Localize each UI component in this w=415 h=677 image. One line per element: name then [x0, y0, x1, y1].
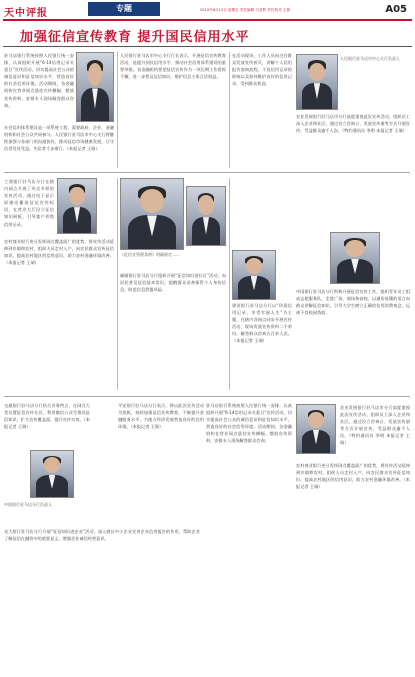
article-text-c1-top: 驻马店银行系统按照人民银行统一安排，认真组织开展“6·14信用记录关爱日”宣传活动，切实提高社会公众的诚信意识和征信知识水平，营造良好的社会信用环境。活动期间，各金融机构在营业网点悬挂宣传横幅、摆放宣传资料，安排专人现场解答群众咨询。	[4, 53, 74, 108]
portrait-photo	[186, 186, 226, 246]
article-text-c4-top: 农业发展银行驻马店市分行高度重视此次宣传活动，组织员工深入企业和社区，通过设立咨询台、发放宣传册等方式开展宣传，受益群众逾千人次。（特约通讯员 李明 本报记者 王瑞）	[296, 114, 410, 134]
date-line: 2015年6月12日 星期五 责任编辑 白奇梦 责任校对 王瑞	[200, 8, 290, 12]
article-text-c3-top: 在活动现场，工作人员向过往群众发放宣传折页，讲解个人信用报告查询流程、不良信用记录的影响以及如何维护良好的信用记录，受到群众欢迎。	[232, 53, 292, 87]
article-text-c1-bottom: 光大银行驻马店分行开展“征信知识进企业”活动，深入辖区中小企业宣讲企业信用报告的作用，帮助企业了解征信在融资中的重要意义，增强企业诚信经营意识。	[4, 529, 200, 542]
headline-rule	[3, 46, 412, 47]
article-text-c1-mid-a: 工商银行驻马店分行在辖内网点开展了形式多样的宣传活动，通过电子显示屏滚动播放征信宣传标语，在营业大厅设立征信知识展板，引导客户珍惜信用记录。	[4, 179, 54, 227]
article-text-c2-bot: 平安银行驻马店分行表示，将以此次宣传活动为契机，持续加强征信宣传教育，不断提升金融服务水平，为地方经济发展营造良好的信用环境。（本报记者 王瑞）	[118, 403, 204, 430]
portrait-photo	[296, 404, 336, 454]
photo-caption: 人民银行驻马店市中心支行负责人	[340, 56, 400, 61]
photo-caption: 《征信业管理条例》明确规定……	[120, 252, 180, 257]
article-text-c2-top: 人民银行驻马店市中心支行行长表示，开展征信宣传教育活动，是提升国民信用水平、推动社会信用体系建设的重要举措。各金融机构要把征信宣传作为一项长期工作常抓不懈，进一步普及征信知识，维护信息主体合法权益。	[120, 53, 226, 80]
portrait-photo	[30, 450, 74, 498]
article-text-c1-bot: 交通银行驻马店分行结合业务特点，在网点大堂设置征信宣传专区，利用微信公众号推送征信知识，扩大宣传覆盖面，提升宣传实效。（本报记者 王瑞）	[4, 403, 90, 430]
article-text-c1-top-b: 社会信用体系建设是一项系统工程，需要政府、企业、金融机构和社会公众共同参与。人民银行驻马店市中心支行将继续加强与各部门的沟通协作，推动征信市场健康发展，让守信者处处受益，失信者寸步难行。（本报记者 王瑞）	[4, 125, 114, 152]
article-text-c3-bot: 驻马店银行系统按照人民银行统一安排，认真组织开展“6·14信用记录关爱日”宣传活动，切实提高社会公众的诚信意识和征信知识水平，营造良好的社会信用环境。活动期间，各金融机构在营业网点悬挂宣传横幅、摆放宣传资料，安排专人现场解答群众咨询。	[206, 403, 292, 444]
portrait-photo	[232, 250, 276, 300]
article-text-c3-mid: 建设银行驻马店分行以“珍爱信用记录，享受幸福人生”为主题，在辖内各网点同步开展宣传活动，现场发放宣传资料二千余份，解答群众咨询五百余人次。（本报记者 王瑞）	[232, 303, 292, 344]
portrait-photo	[76, 52, 114, 122]
article-text-c4-bot: 农村商业银行充分发挥网点覆盖面广的优势，将宣传活动延伸到乡镇和农村，组织人员走村入户，向农民群众宣传征信知识，提高农村地区的信用意识，助力农村金融环境改善。（本报记者 王瑞）	[296, 463, 410, 490]
masthead-rule	[3, 19, 412, 21]
photo-caption: 中国银行驻马店分行负责人	[4, 502, 52, 507]
article-text-c1-mid-b: 农村商业银行充分发挥网点覆盖面广的优势，将宣传活动延伸到乡镇和农村，组织人员走村入户，向农民群众宣传征信知识，提高农村地区的信用意识，助力农村金融环境改善。（本报记者 王瑞）	[4, 239, 114, 266]
article-text-c2-mid: 邮储银行驻马店分行组织开展“征信知识进社区”活动，向居民普及征信基本常识，提醒群众妥善保管个人身份信息，防范信息泄露风险。	[120, 273, 226, 293]
page-number: A05	[385, 4, 407, 15]
portrait-photo	[120, 178, 184, 250]
section-label: 专题	[88, 2, 160, 16]
article-text-c4-mid: 中国银行驻马店分行积极开展征信宣传工作，组织青年员工组成志愿服务队，走进广场、商场和高校，以通俗易懂的语言向群众讲解征信知识，引导大学生树立正确的信用消费观念，远离不良校园贷款。	[296, 289, 410, 316]
portrait-photo	[330, 232, 380, 284]
article-text-c4-bot-a: 农业发展银行驻马店市分行高度重视此次宣传活动，组织员工深入企业和社区，通过设立咨询台、发放宣传册等方式开展宣传，受益群众逾千人次。（特约通讯员 李明 本报记者 王瑞）	[340, 405, 410, 446]
portrait-photo	[57, 178, 97, 234]
portrait-photo	[296, 54, 338, 110]
newspaper-logo: 天中评报	[4, 8, 48, 19]
page-headline: 加强征信宣传教育 提升国民信用水平	[20, 30, 250, 45]
